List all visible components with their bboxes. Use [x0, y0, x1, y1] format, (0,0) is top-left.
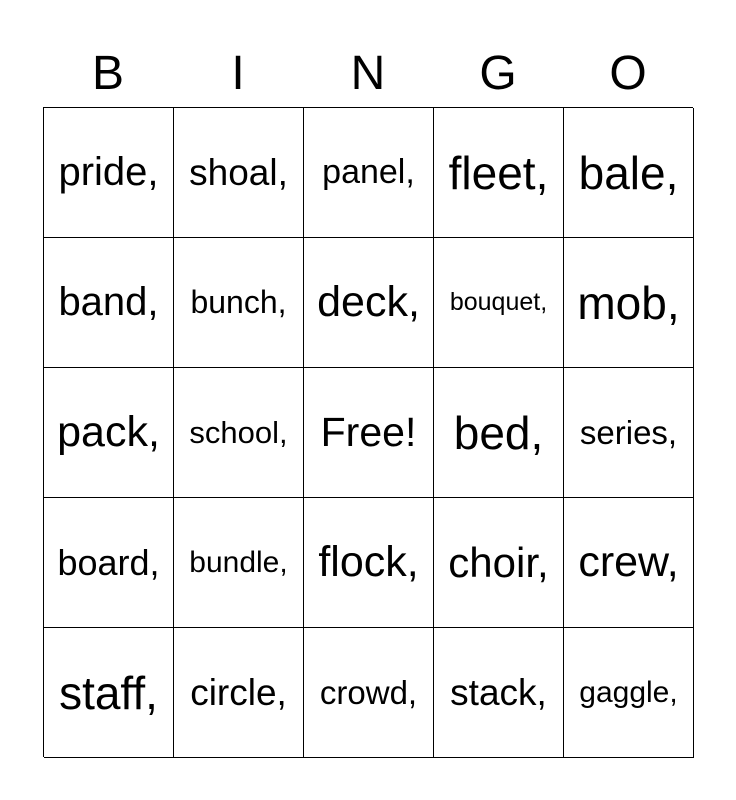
- free-space[interactable]: Free!: [304, 368, 434, 498]
- bingo-cell[interactable]: school,: [174, 368, 304, 498]
- header-letter-n: N: [350, 47, 386, 100]
- bingo-cell[interactable]: bundle,: [174, 498, 304, 628]
- bingo-cell[interactable]: staff,: [44, 628, 174, 758]
- bingo-cell[interactable]: pride,: [44, 108, 174, 238]
- bingo-cell[interactable]: stack,: [434, 628, 564, 758]
- bingo-cell[interactable]: pack,: [44, 368, 174, 498]
- bingo-cell[interactable]: bed,: [434, 368, 564, 498]
- bingo-cell[interactable]: gaggle,: [564, 628, 694, 758]
- header-letter-b: B: [91, 47, 124, 100]
- bingo-cell[interactable]: bale,: [564, 108, 694, 238]
- bingo-cell[interactable]: series,: [564, 368, 694, 498]
- bingo-cell[interactable]: deck,: [304, 238, 434, 368]
- bingo-cell[interactable]: panel,: [304, 108, 434, 238]
- bingo-cell[interactable]: fleet,: [434, 108, 564, 238]
- bingo-cell[interactable]: bunch,: [174, 238, 304, 368]
- bingo-cell[interactable]: flock,: [304, 498, 434, 628]
- bingo-cell[interactable]: crowd,: [304, 628, 434, 758]
- header-letter-i: I: [231, 47, 245, 100]
- bingo-cell[interactable]: band,: [44, 238, 174, 368]
- bingo-cell[interactable]: crew,: [564, 498, 694, 628]
- header-letter-g: G: [479, 47, 517, 100]
- bingo-grid: [43, 107, 693, 757]
- bingo-cell[interactable]: board,: [44, 498, 174, 628]
- bingo-header: [43, 40, 693, 108]
- bingo-cell[interactable]: shoal,: [174, 108, 304, 238]
- bingo-cell[interactable]: mob,: [564, 238, 694, 368]
- bingo-cell[interactable]: bouquet,: [434, 238, 564, 368]
- bingo-cell[interactable]: circle,: [174, 628, 304, 758]
- header-letter-o: O: [609, 47, 647, 100]
- bingo-cell[interactable]: choir,: [434, 498, 564, 628]
